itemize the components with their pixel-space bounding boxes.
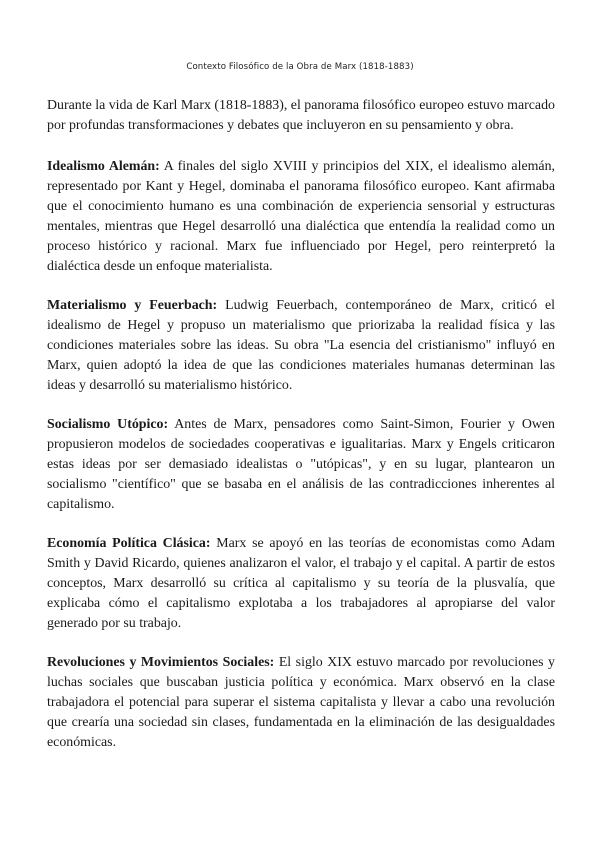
section-text: Antes de Marx, pensadores como Saint-Simon, Fourier y Owen propusieron modelos de sociedades cooperativas e igualitarias. Marx y Engels criticaron estas ideas por ser demasiado idealistas o "utópicas", y en su lugar, plantearon un socialismo "científico" que se basaba en el análisis de las contradicciones inherentes al capitalismo. <box>47 417 555 512</box>
section-heading: Materialismo y Feuerbach: <box>47 298 218 313</box>
section-materialismo-feuerbach <box>47 296 555 396</box>
section-text: Marx se apoyó en las teorías de economistas como Adam Smith y David Ricardo, quienes analizaron el valor, el trabajo y el capital. A partir de estos conceptos, Marx desarrolló su crítica al capitalismo y su teoría de la plusvalía, que explicaba cómo el capitalismo explotaba a los trabajadores al apropiarse del valor generado por su trabajo. <box>47 536 556 631</box>
section-socialismo-utopico <box>47 415 555 515</box>
section-heading: Economía Política Clásica: <box>47 536 211 551</box>
section-heading: Idealismo Alemán: <box>47 159 160 174</box>
section-text: El siglo XIX estuvo marcado por revoluciones y luchas sociales que buscaban justicia política y económica. Marx observó en la clase trabajadora el potencial para superar el sistema capitalista y llevar a cabo una revolución que crearía una sociedad sin clases, fundamentada en la eliminación de las desigualdades económicas. <box>47 655 555 750</box>
section-revoluciones-movimientos <box>47 653 555 753</box>
intro-paragraph: Durante la vida de Karl Marx (1818-1883), el panorama filosófico europeo estuvo marcado por profundas transformaciones y debates que incluyeron en su pensamiento y obra. <box>47 98 555 133</box>
section-heading: Socialismo Utópico: <box>47 417 169 432</box>
section-text: A finales del siglo XVIII y principios del XIX, el idealismo alemán, representado por Kant y Hegel, dominaba el panorama filosófico europeo. Kant afirmaba que el conocimiento humano es una combinación de experiencia sensorial y estructuras mentales, mientras que Hegel desarrolló una dialéctica que entendía la realidad como un proceso histórico y racional. Marx fue influenciado por Hegel, pero reinterpretó la dialéctica desde un enfoque materialista. <box>47 159 555 274</box>
document-title: Contexto Filosófico de la Obra de Marx (1818-1883) <box>186 62 414 72</box>
section-idealismo-aleman <box>47 157 555 277</box>
section-economia-politica-clasica <box>47 534 555 634</box>
section-text: Ludwig Feuerbach, contemporáneo de Marx, criticó el idealismo de Hegel y propuso un materialismo que priorizaba la realidad física y las condiciones materiales sobre las ideas. Su obra "La esencia del cristianismo" influyó en Marx, quien adoptó la idea de que las condiciones materiales humanas determinan las ideas y desarrolló su materialismo histórico. <box>47 298 555 393</box>
document-body <box>47 96 555 772</box>
section-heading: Revoluciones y Movimientos Sociales: <box>47 655 275 670</box>
